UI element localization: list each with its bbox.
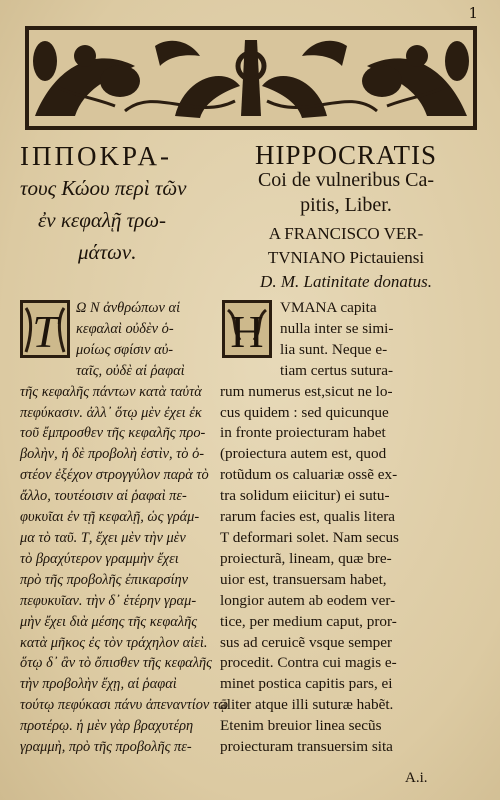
greek-title-line: τους Κώου περὶ τῶν bbox=[20, 176, 187, 200]
greek-text-line: ταῖς, οὐδὲ αἱ ῥαφαὶ bbox=[76, 362, 185, 379]
initial-letter: H bbox=[230, 306, 264, 357]
greek-text-line: τούτῳ πεφύκασι πάνυ ἀπεναντίον τῷ bbox=[20, 697, 229, 714]
latin-text-line: tiam certus sutura- bbox=[280, 361, 394, 379]
headpiece-woodcut-icon bbox=[25, 26, 477, 130]
latin-text-line: proiecturã, lineam, quæ bre- bbox=[220, 549, 392, 567]
translator-line: TVNIANO Pictauiensi bbox=[267, 248, 425, 267]
greek-text-line: ἄλλο, τουτέοισιν αἱ ῥαφαὶ πε- bbox=[20, 488, 187, 505]
greek-text-line: βολὴν, ἡ δὲ προβολὴ ἐστὶν, τὸ ὀ- bbox=[20, 446, 205, 463]
translator-line: D. M. Latinitate donatus. bbox=[260, 272, 432, 291]
greek-text-line: Ω Ν ἀνθρώπων αἱ bbox=[76, 300, 181, 316]
latin-text-column bbox=[220, 298, 482, 758]
latin-text-line: sus ad ceruicẽ vsque semper bbox=[220, 633, 393, 651]
greek-text-line: τῆς κεφαλῆς πάντων κατὰ ταὐτὰ bbox=[20, 383, 202, 400]
latin-text-line: rotũdum os caluariæ ossẽ ex- bbox=[220, 466, 398, 484]
greek-text-line: πεφυκυῖαν. τὴν δ᾽ ἑτέρην γραμ- bbox=[20, 592, 197, 609]
greek-text-line: τὸ βραχύτερον γραμμὴν ἔχει bbox=[20, 550, 179, 567]
translator-credit bbox=[212, 222, 480, 294]
latin-text-line: VMANA capita bbox=[280, 299, 377, 316]
latin-text-line: rarum facies est, qualis litera bbox=[220, 508, 396, 526]
latin-title bbox=[212, 140, 480, 218]
latin-text-line: tra solidum eiicitur) ei sutu- bbox=[220, 487, 390, 505]
greek-text-line: προτέρῳ. ἡ μὲν γὰρ βραχυτέρη bbox=[20, 718, 194, 735]
latin-text-line: longior autem ab eodem ver- bbox=[220, 591, 396, 609]
latin-title-line: pitis, Liber. bbox=[300, 194, 392, 216]
greek-title bbox=[20, 140, 208, 268]
latin-text-line: proiecturam transuersim sita bbox=[220, 738, 393, 756]
greek-title-line: ἐν κεφαλῇ τρω- bbox=[38, 208, 167, 232]
signature-mark: A.i. bbox=[405, 770, 428, 786]
greek-text-line: ὅτῳ δ᾽ ἂν τὸ ὄπισθεν τῆς κεφαλῆς bbox=[20, 655, 212, 672]
greek-text-line: τοῦ ἔμπροσθεν τῆς κεφαλῆς προ- bbox=[20, 425, 206, 442]
greek-text-line: κατὰ μῆκος ἐς τὸν τράχηλον αἰεὶ. bbox=[20, 634, 208, 651]
decorated-initial-h bbox=[222, 300, 272, 358]
latin-text-line: minet postica capitis pars, ei bbox=[220, 675, 393, 693]
initial-h-icon bbox=[222, 300, 272, 358]
latin-text-line: lia sunt. Neque e- bbox=[280, 340, 388, 358]
latin-text-line: aliter atque illi suturæ habẽt. bbox=[220, 696, 394, 714]
latin-title-line: Coi de vulneribus Ca- bbox=[257, 169, 435, 191]
latin-text-line: T deformari solet. Nam secus bbox=[220, 528, 399, 546]
latin-text-line: Etenim breuior linea secũs bbox=[220, 717, 382, 735]
greek-text-line: μὴν ἔχει διὰ μέσης τῆς κεφαλῆς bbox=[20, 613, 198, 630]
initial-t-icon bbox=[20, 300, 70, 358]
latin-text-line: cus quidem : sed quicunque bbox=[220, 403, 389, 421]
decorated-initial-t bbox=[20, 300, 70, 358]
greek-text-line: κεφαλαὶ οὐδὲν ὁ- bbox=[76, 320, 174, 337]
greek-text-line: μοίως σφίσιν αὐ- bbox=[76, 341, 174, 358]
latin-text-line: nulla inter se simi- bbox=[280, 319, 394, 337]
greek-text-line: μα τὸ ταῦ. Τ, ἔχει μὲν τὴν μὲν bbox=[20, 529, 186, 546]
greek-title-line: μάτων. bbox=[78, 240, 137, 264]
greek-text-line: πρὸ τῆς προβολῆς ἐπικαρσίην bbox=[20, 571, 188, 588]
ornamental-headpiece bbox=[25, 26, 477, 130]
latin-text-line: procedit. Contra cui magis e- bbox=[220, 654, 397, 672]
greek-title-line: ΙΠΠΟΚΡΑ- bbox=[20, 141, 173, 171]
latin-text-line: uior est, transuersam habet, bbox=[220, 570, 387, 588]
latin-title-line: HIPPOCRATIS bbox=[254, 140, 438, 170]
greek-text-line: τὴν προβολὴν ἔχῃ, αἱ ῥαφαὶ bbox=[20, 676, 177, 693]
latin-text-line: in fronte proiecturam habet bbox=[220, 424, 386, 442]
initial-letter: T bbox=[32, 306, 58, 357]
greek-text-line: πεφύκασιν. ἀλλ᾽ ὅτῳ μὲν ἐχει ἐκ bbox=[20, 404, 202, 421]
greek-text-line: γραμμὴ, πρὸ τῆς προβολῆς πε- bbox=[20, 739, 192, 756]
translator-line: A FRANCISCO VER- bbox=[268, 224, 424, 243]
latin-text-line: tice, per medium caput, pror- bbox=[220, 612, 397, 630]
greek-text-line: φυκυῖαι ἐν τῇ κεφαλῇ, ὡς γράμ- bbox=[20, 509, 200, 526]
greek-text-column bbox=[20, 298, 229, 758]
latin-text-line: (proiectura autem est, quod bbox=[220, 445, 387, 463]
greek-text-line: στέον ἐξέχον στρογγύλον παρὰ τὸ bbox=[20, 467, 209, 484]
latin-text-line: rum numerus est,sicut ne lo- bbox=[220, 382, 393, 400]
page-number: 1 bbox=[468, 4, 478, 22]
